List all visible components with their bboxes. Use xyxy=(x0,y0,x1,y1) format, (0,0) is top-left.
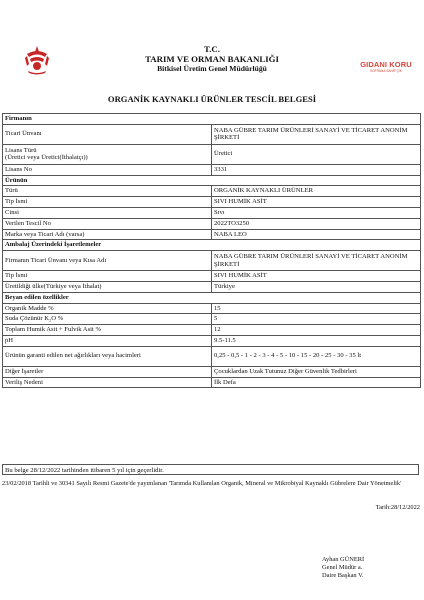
row-value: 12 xyxy=(212,325,421,336)
table-row xyxy=(3,186,421,197)
row-label: Organik Madde % xyxy=(3,303,212,314)
row-value: NABA GÜBRE TARIM ÜRÜNLERİ SANAYİ VE TİCARET ANONİM ŞİRKETİ xyxy=(212,124,421,144)
row-value: 2022TO3250 xyxy=(212,218,421,229)
document-title: ORGANİK KAYNAKLI ÜRÜNLER TESCİL BELGESİ xyxy=(107,94,317,104)
section-heading-row xyxy=(3,175,421,186)
signatory-name: Ayhan GÜNERİ xyxy=(322,556,365,563)
section-heading: Firmanın xyxy=(3,114,421,125)
row-value: 15 xyxy=(212,303,421,314)
table-row xyxy=(3,218,421,229)
row-value: İlk Defa xyxy=(212,377,421,388)
issue-date: Tarih:28/12/2022 xyxy=(375,504,420,511)
header-line-1: T.C. xyxy=(204,44,220,54)
table-row xyxy=(3,366,421,377)
row-label: Verilen Tescil No xyxy=(3,218,212,229)
row-value: 3331 xyxy=(212,164,421,175)
row-label: Ticari Ünvanı xyxy=(3,124,212,144)
table-row xyxy=(3,251,421,271)
row-value: SIVI HUMİK ASİT xyxy=(212,271,421,282)
row-value: Sıvı xyxy=(212,207,421,218)
section-heading: Beyan edilen özellikler xyxy=(3,292,421,303)
section-heading: Ambalaj Üzerindeki İşaretlemeler xyxy=(3,240,421,251)
row-label: Türü xyxy=(3,186,212,197)
row-value: Türkiye xyxy=(212,281,421,292)
row-label: Ürünün garanti edilen net ağırlıkları veya hacimleri xyxy=(3,346,212,366)
section-heading: Ürünün xyxy=(3,175,421,186)
row-label: Cinsi xyxy=(3,207,212,218)
row-value: NABA LEO xyxy=(212,229,421,240)
table-row xyxy=(3,325,421,336)
table-row xyxy=(3,197,421,208)
signature-block xyxy=(322,556,422,581)
table-row xyxy=(3,303,421,314)
row-label: Tip İsmi xyxy=(3,197,212,208)
table-row xyxy=(3,335,421,346)
table-row xyxy=(3,271,421,282)
signatory-role-1: Genel Müdür a. xyxy=(322,564,363,572)
table-row xyxy=(3,144,421,164)
registration-table xyxy=(2,113,421,388)
table-row xyxy=(3,124,421,144)
table-row xyxy=(3,281,421,292)
row-value: 0,25 - 0,5 - 1 - 2 - 3 - 4 - 5 - 10 - 15 - 20 - 25 - 30 - 35 lt xyxy=(212,346,421,366)
table-row xyxy=(3,229,421,240)
row-value: 5 xyxy=(212,314,421,325)
table-row xyxy=(3,346,421,366)
header-line-2: TARIM VE ORMAN BAKANLIĞI xyxy=(145,54,279,64)
section-heading-row xyxy=(3,240,421,251)
table-row xyxy=(3,207,421,218)
row-label: Marka veya Ticari Adı (varsa) xyxy=(3,229,212,240)
section-heading-row xyxy=(3,292,421,303)
signatory-role-2: Daire Başkan V. xyxy=(322,572,364,580)
brand-text: GIDANI KORU xyxy=(360,60,412,69)
row-label: Diğer İşaretler xyxy=(3,366,212,377)
row-label: Suda Çözünür K₂O % xyxy=(3,314,212,325)
row-value: 9.5-11.5 xyxy=(212,335,421,346)
row-label: Veriliş Nedeni xyxy=(3,377,212,388)
row-value: Çocuklardan Uzak Tutunuz Diğer Güvenlik Tedbirleri xyxy=(212,366,421,377)
row-label: Lisans No xyxy=(3,164,212,175)
regulation-note: 23/02/2018 Tarihli ve 30341 Sayılı Resmi Gazete'de yayımlanan 'Tarımda Kullanılan Organik, Mineral ve Mikrobiyal Kaynaklı Gübrelere Dair Yönetmelik' xyxy=(2,480,402,487)
validity-statement: Bu belge 28/12/2022 tarihinden itibaren 5 yıl için geçerlidir. xyxy=(2,464,419,475)
table-row xyxy=(3,164,421,175)
table-row xyxy=(3,314,421,325)
section-heading-row xyxy=(3,114,421,125)
row-value: ORGANİK KAYNAKLI ÜRÜNLER xyxy=(212,186,421,197)
row-label: Toplam Humik Asit + Fulvik Asit % xyxy=(3,325,212,336)
row-value: Üretici xyxy=(212,144,421,164)
row-label: Üretildiği ülke(Türkiye veya İthalat) xyxy=(3,281,212,292)
table-row xyxy=(3,377,421,388)
row-label: Lisans Türü (Üretici veya Üretici(İthalatçı)) xyxy=(3,144,212,164)
header-line-3: Bitkisel Üretim Genel Müdürlüğü xyxy=(157,64,267,73)
row-value: NABA GÜBRE TARIM ÜRÜNLERİ SANAYİ VE TİCARET ANONİM ŞİRKETİ xyxy=(212,251,421,271)
brand-subtext: SOFRANA SAHİP ÇIK xyxy=(370,69,402,73)
row-value: SIVI HUMİK ASİT xyxy=(212,197,421,208)
document-header xyxy=(0,44,424,74)
row-label: pH xyxy=(3,335,212,346)
row-label: Firmanın Ticari Ünvanı veya Kısa Adı xyxy=(3,251,212,271)
row-label: Tip İsmi xyxy=(3,271,212,282)
